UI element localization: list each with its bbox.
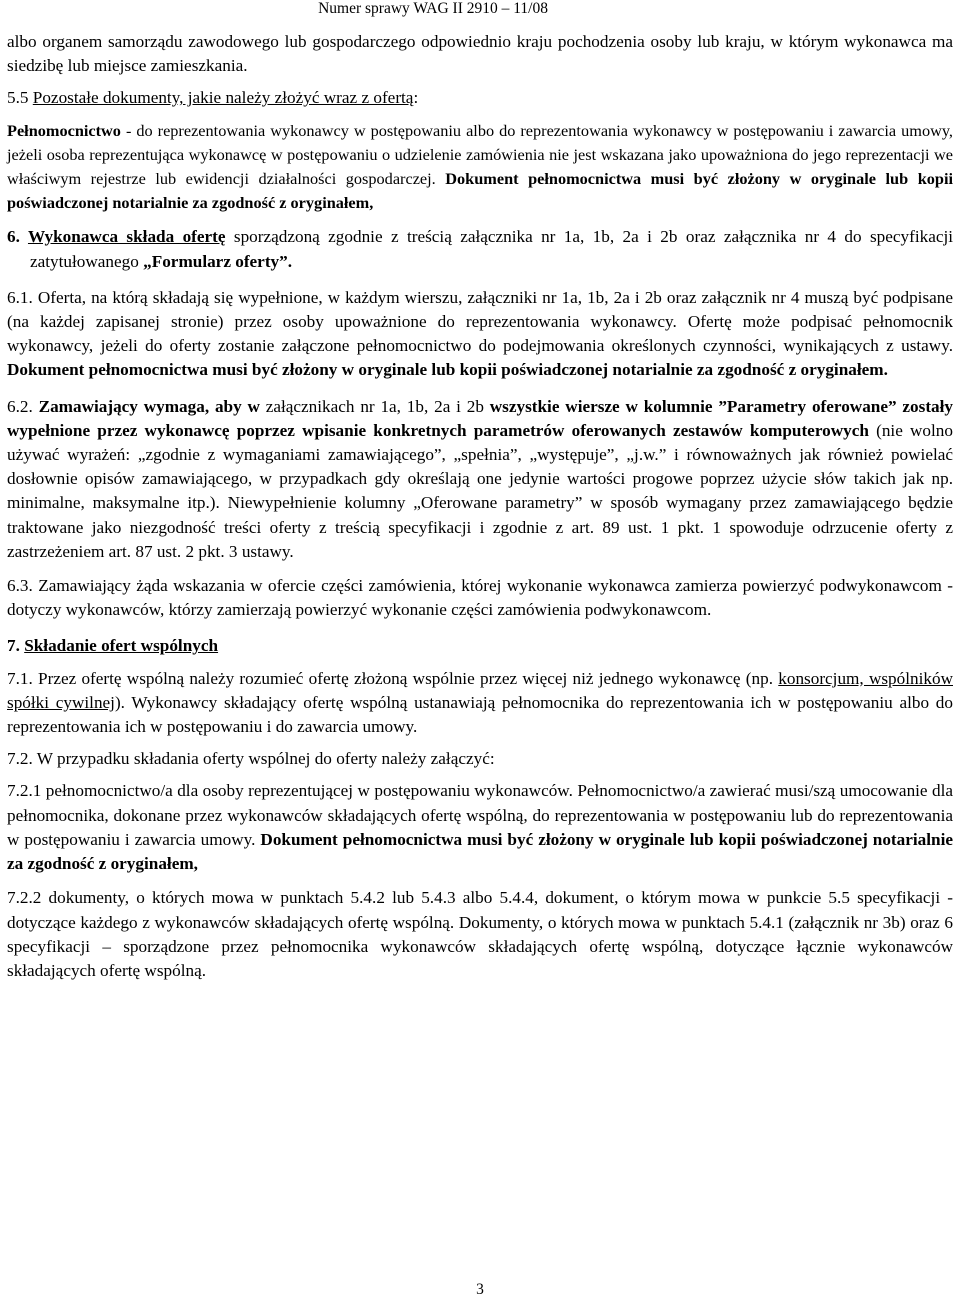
document-body [7,30,953,983]
section-7-2-paragraph: 7.2. W przypadku składania oferty wspólnej do oferty należy załączyć: [7,749,495,769]
section-7-2-2-paragraph: 7.2.2 dokumenty, o których mowa w punktach 5.4.2 lub 5.4.3 albo 5.4.4, dokument, o którym mowa w punkcie 5.5 specyfikacji - dotyczące każdego z wykonawców składających ofertę wspólną. Dokumenty, o których mowa w punktach 5.4.1 (załącznik nr 3b) oraz 6 specyfikacji – sporządzone przez pełnomocnika wykonawców składających ofertę wspólną, dotyczące łącznie wykonawców składających ofertę wspólną. [7,888,953,980]
section-6-2-paragraph: 6.2. Zamawiający wymaga, aby w załącznikach nr 1a, 1b, 2a i 2b wszystkie wiersze w kolumnie ”Parametry oferowane” zostały wypełnione przez wykonawcę poprzez wpisanie konkretnych parametrów oferowanych zestawów komputerowych (nie wolno używać wyrażeń: „zgodnie z wymaganiami zamawiającego”, „spełnia”, „występuje”, „j.w.” i równoważnych jak również powielać dosłownie opisów zamawiającego, w przypadkach gdy określają one jedynie wartości progowe poprzez użycie słów takich jak np. minimalne, maksymalne itp.). Niewypełnienie kolumny „Oferowane parametry” w sposób wymagany przez zamawiającego będzie traktowane jako niezgodność treści oferty z treścią specyfikacji i zgodnie z art. 89 ust. 1 pkt. 1 spowoduje odrzucenie oferty z zastrzeżeniem art. 87 ust. 2 pkt. 3 ustawy. [7,396,954,561]
section-7-2-1-paragraph: 7.2.1 pełnomocnictwo/a dla osoby reprezentującej w postępowaniu wykonawców. Pełnomocnictwo/a zawierać musi/szą umocowanie dla pełnomocnika, dokonane przez wykonawców składających ofertę wspólną, do reprezentowania w postępowaniu lub do reprezentowania w postępowaniu i zawarcia umowy. Dokument pełnomocnictwa musi być złożony w oryginale lub kopii poświadczonej notarialnie za zgodność z oryginałem, [7,781,953,874]
section-6-1-paragraph: 6.1. Oferta, na którą składają się wypełnione, w każdym wierszu, załączniki nr 1a, 1b, 2a i 2b oraz załącznik nr 4 muszą być podpisane (na każdej zapisanej stronie) przez osoby upoważnione do reprezentowania wykonawcy. Ofertę może podpisać pełnomocnik wykonawcy, jeżeli do oferty zostanie załączone pełnomocnictwo do podejmowania określonych czynności, wynikających z ustawy. Dokument pełnomocnictwa musi być złożony w oryginale lub kopii poświadczonej notarialnie za zgodność z oryginałem. [7,287,953,380]
document-header: Numer sprawy WAG II 2910 – 11/08 [318,0,548,17]
section-7-1-paragraph: 7.1. Przez ofertę wspólną należy rozumieć ofertę złożoną wspólnie przez więcej niż jednego wykonawcę (np. konsorcjum, wspólników spółki cywilnej). Wykonawcy składający ofertę wspólną ustanawiają pełnomocnika do reprezentowania ich w postępowaniu albo do reprezentowania ich w postępowaniu i do zawarcia umowy. [7,668,953,737]
section-5-5-heading: 5.5 Pozostałe dokumenty, jakie należy złożyć wraz z ofertą: [7,88,419,108]
page-number: 3 [476,1281,484,1298]
section-7-heading: 7. Składanie ofert wspólnych [7,636,219,656]
section-6-paragraph: 6. Wykonawca składa ofertę sporządzoną zgodnie z treścią załącznika nr 1a, 1b, 2a i 2b oraz załącznika nr 4 do specyfikacji zatytułowanego „Formularz oferty”. [7,227,953,271]
section-5-5-paragraph: Pełnomocnictwo - do reprezentowania wykonawcy w postępowaniu albo do reprezentowania wykonawcy w postępowaniu i zawarcia umowy, jeżeli osoba reprezentująca wykonawcę w postępowaniu o udzielenie zamówienia nie jest wskazana jako upoważniona do jego reprezentacji we właściwym rejestrze lub ewidencji działalności gospodarczej. Dokument pełnomocnictwa musi być złożony w oryginale lub kopii poświadczonej notarialnie za zgodność z oryginałem, [7,120,953,213]
intro-paragraph: albo organem samorządu zawodowego lub gospodarczego odpowiednio kraju pochodzenia osoby lub kraju, w którym wykonawca ma siedzibę lub miejsce zamieszkania. [7,32,953,76]
section-6-3-paragraph: 6.3. Zamawiający żąda wskazania w ofercie części zamówienia, której wykonanie wykonawca zamierza powierzyć podwykonawcom - dotyczy wykonawców, którzy zamierzają powierzyć wykonanie części zamówienia podwykonawcom. [7,576,953,620]
